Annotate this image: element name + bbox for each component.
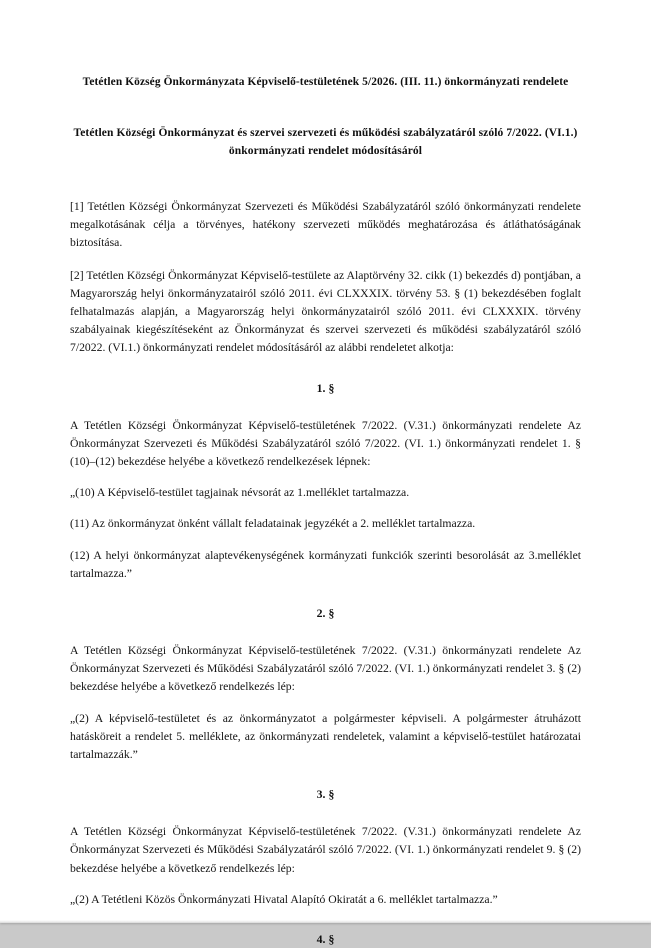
section-1-lead: A Tetétlen Községi Önkormányzat Képviselő-testületének 7/2022. (V.31.) önkormányzati rendelete Az Önkormányzat Szervezeti és Működési Szabályzatáról szóló 7/2022. (VI. 1.) önkormányzati rendelet 1. § (10)–(12) bekezdése helyébe a következő rendelkezések lépnek:	[70, 418, 581, 469]
section-4	[70, 909, 581, 948]
section-2-provision-2: „(2) A képviselő-testületet és az önkormányzatot a polgármester képviseli. A polgármester átruházott hatásköreit a rendelet 5. melléklete, az önkormányzati rendeletek, valamint a képviselő-testület határozatai tartalmazzák.”	[70, 711, 581, 762]
document-title-main: Tetétlen Község Önkormányzata Képviselő-testületének 5/2026. (III. 11.) önkormányzati rendelete	[82, 76, 569, 88]
section-3-lead: A Tetétlen Községi Önkormányzat Képviselő-testületének 7/2022. (V.31.) önkormányzati rendelete Az Önkormányzat Szervezeti és Működési Szabályzatáról szóló 7/2022. (VI. 1.) önkormányzati rendelet 9. § (2) bekezdése helyébe a következő rendelkezés lép:	[70, 825, 581, 875]
section-1-provision-12: (12) A helyi önkormányzat alaptevékenységének kormányzati funkciók szerinti besorolását az 3.melléklet tartalmazza.”	[70, 548, 581, 580]
section-3-mark: 3. §	[316, 787, 335, 802]
document-body	[70, 0, 581, 948]
document-title-subtitle: Tetétlen Községi Önkormányzat és szervei szervezeti és működési szabályzatáról szóló 7/2022. (VI.1.) önkormányzati rendelet módosításáról	[73, 127, 578, 157]
section-3	[70, 764, 581, 909]
section-2	[70, 583, 581, 764]
section-1-provision-11: (11) Az önkormányzat önként vállalt feladatainak jegyzékét a 2. melléklet tartalmazza.	[70, 517, 476, 531]
preamble-paragraph-2: [2] Tetétlen Községi Önkormányzat Képviselő-testülete az Alaptörvény 32. cikk (1) bekezdés d) pontjában, a Magyarország helyi önkormányzatairól szóló 2011. évi CLXXXIX. törvény 53. § (1) bekezdésében foglalt felhatalmazás alapján, a Magyarország helyi önkormányzatairól szóló 2011. évi CLXXXIX. törvény szabályainak kiegészítéseként az Önkormányzat és szervei szervezeti és működési szabályzatáról szóló 7/2022. (VI.1.) önkormányzati rendelet módosításáról az alábbi rendeletet alkotja:	[70, 268, 581, 355]
section-4-mark: 4. §	[316, 932, 335, 947]
section-2-lead: A Tetétlen Községi Önkormányzat Képviselő-testületének 7/2022. (V.31.) önkormányzati rendelete Az Önkormányzat Szervezeti és Működési Szabályzatáról szóló 7/2022. (VI. 1.) önkormányzati rendelet 3. § (2) bekezdése helyébe a következő rendelkezés lép:	[70, 644, 581, 694]
section-2-mark: 2. §	[316, 606, 335, 621]
section-1-mark: 1. §	[316, 380, 335, 395]
preamble-paragraph-1: [1] Tetétlen Községi Önkormányzat Szervezeti és Működési Szabályzatáról szóló önkormányzati rendelete megalkotásának célja a törvényes, hatékony szervezeti működés meghatározása és átláthatóságának biztosítása.	[70, 200, 581, 250]
section-1	[70, 358, 581, 583]
section-3-provision-2: „(2) A Tetétleni Közös Önkormányzati Hivatal Alapító Okiratát a 6. melléklet tartalmazza.”	[70, 892, 498, 906]
section-1-provision-10: „(10) A Képviselő-testület tagjainak névsorát az 1.melléklet tartalmazza.	[70, 486, 410, 500]
